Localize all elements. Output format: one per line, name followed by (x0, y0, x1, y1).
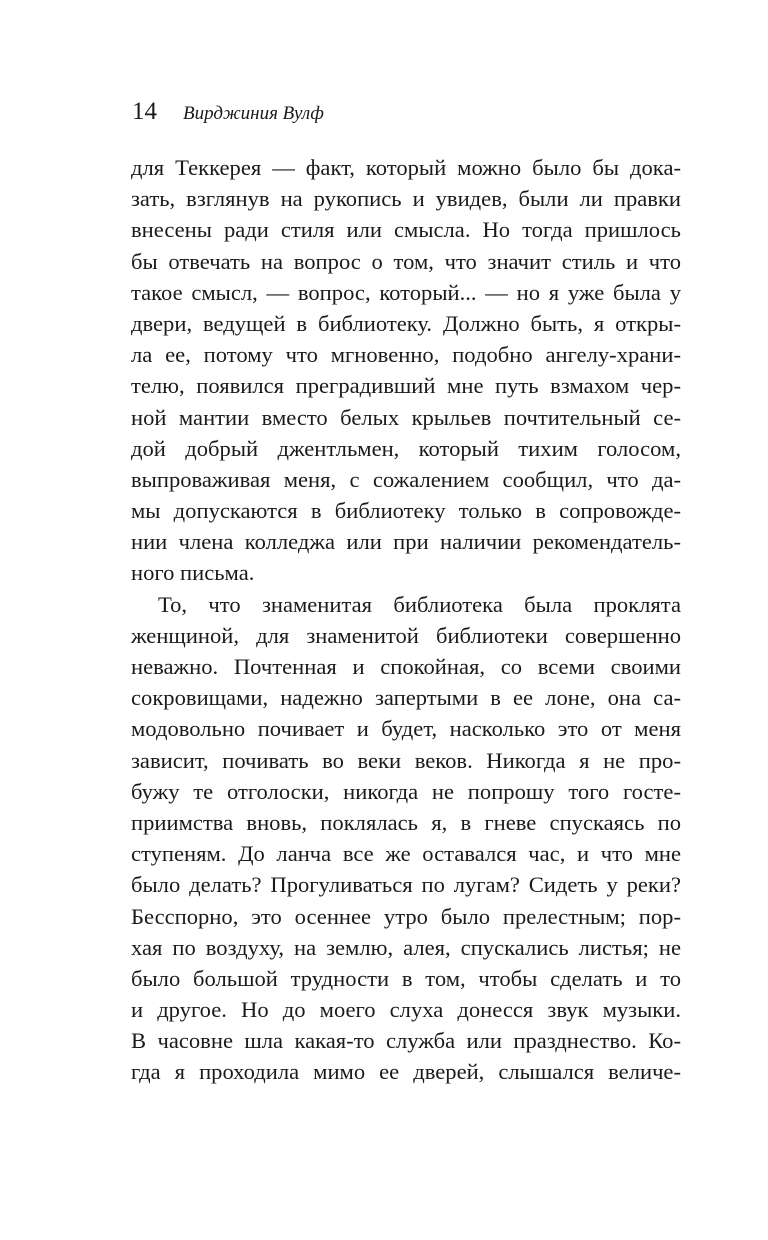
body-text (131, 152, 681, 1088)
text-line: приимства вновь, поклялась я, в гневе спускаясь по (131, 809, 681, 835)
text-line: для Теккерея — факт, который можно было бы дока- (131, 155, 681, 180)
paragraph-1 (131, 152, 681, 589)
text-line: бужу те отголоски, никогда не попрошу того госте- (131, 778, 681, 804)
text-line: двери, ведущей в библиотеку. Должно быть, я откры- (131, 310, 681, 336)
text-line: модовольно почивает и будет, насколько это от меня (131, 716, 681, 742)
text-line: и другое. Но до моего слуха донесся звук музыки. (131, 997, 681, 1023)
running-title: Вирджиния Вулф (183, 103, 324, 124)
text-line: такое смысл, — вопрос, который... — но я уже была у (131, 279, 681, 305)
text-line: бы отвечать на вопрос о том, что значит стиль и что (131, 248, 681, 274)
text-line: ной мантии вместо белых крыльев почтительный се- (131, 404, 681, 430)
text-line: ступеням. До ланча все же оставался час, и что мне (131, 841, 681, 867)
text-line: нии члена колледжа или при наличии рекомендатель- (131, 529, 681, 555)
text-line: выпроваживая меня, с сожалением сообщил, что да- (131, 466, 681, 492)
text-line: ла ее, потому что мгновенно, подобно ангелу-храни- (131, 342, 681, 368)
text-line: зать, взглянув на рукопись и увидев, были ли правки (131, 186, 681, 212)
text-line: хая по воздуху, на землю, алея, спускались листья; не (131, 934, 681, 960)
running-head (132, 98, 324, 132)
text-line: В часовне шла какая-то служба или празднество. Ко- (131, 1028, 681, 1054)
text-line: сокровищами, надежно запертыми в ее лоне, она са- (131, 685, 681, 711)
text-line: мы допускаются в библиотеку только в сопровожде- (131, 498, 681, 524)
text-line: ного письма. (131, 560, 255, 586)
text-line: Бесспорно, это осеннее утро было прелестным; пор- (131, 903, 681, 929)
text-line: гда я проходила мимо ее дверей, слышался величе- (131, 1059, 681, 1085)
text-line: телю, появился преградивший мне путь взмахом чер- (131, 373, 681, 399)
page-number: 14 (132, 98, 157, 125)
text-line: неважно. Почтенная и спокойная, со всеми своими (131, 654, 681, 679)
text-line: было большой трудности в том, чтобы сделать и то (131, 965, 681, 991)
text-line: зависит, почивать во веки веков. Никогда я не про- (131, 747, 681, 773)
text-line: женщиной, для знаменитой библиотеки совершенно (131, 622, 681, 648)
text-line: внесены ради стиля или смысла. Но тогда пришлось (131, 217, 681, 243)
paragraph-2 (131, 589, 681, 1088)
text-line: было делать? Прогуливаться по лугам? Сидеть у реки? (131, 872, 681, 898)
text-line: То, что знаменитая библиотека была проклята (158, 591, 681, 617)
text-line: дой добрый джентльмен, который тихим голосом, (131, 435, 681, 461)
